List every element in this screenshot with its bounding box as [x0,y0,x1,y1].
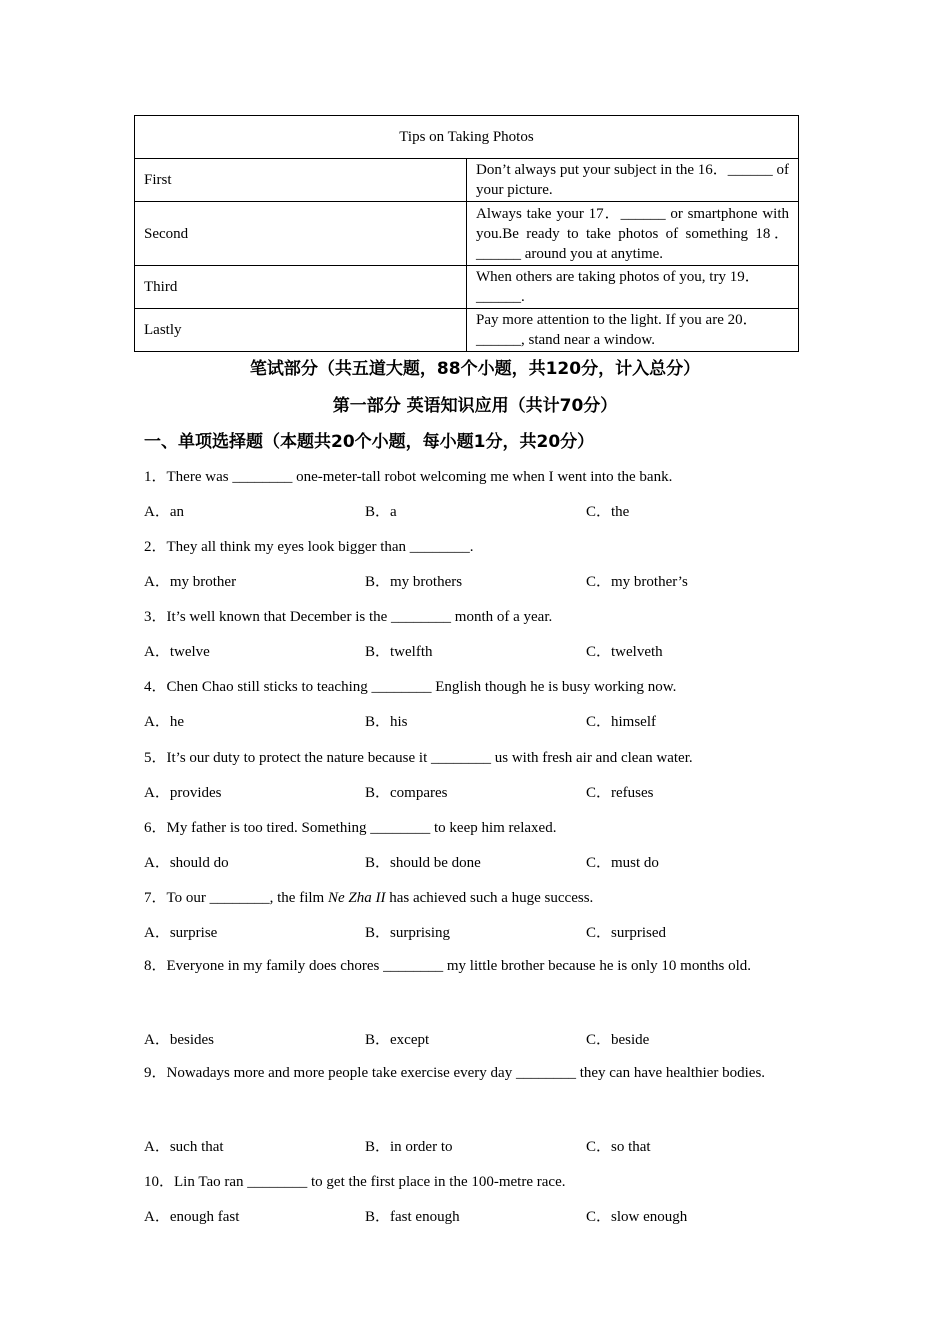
row-text: Always take your 17．______ or smartphone with you.Be ready to take photos of something 18．______ around you at anytime. [467,202,799,266]
option-b: B．except [365,1032,430,1048]
option-c: C．refuses [586,785,654,801]
question-text-after: has achieved such a huge success. [385,890,594,906]
row-label: First [135,159,467,202]
question-8 [144,947,799,985]
table-row [135,309,799,352]
question-1 [144,465,672,486]
question-3 [144,605,552,626]
option-c: C．so that [586,1139,651,1155]
row-label: Second [135,202,467,266]
table-row [135,266,799,309]
option-a: A．surprise [144,925,218,941]
film-title: Ne Zha II [327,890,386,906]
row-label: Third [135,266,467,309]
question-text: Chen Chao still sticks to teaching ________ English though he is busy working now. [166,679,677,695]
option-a: A．twelve [144,644,210,660]
option-a: A．such that [144,1139,224,1155]
question-text: It’s well known that December is the ________ month of a year. [166,609,553,625]
question-6 [144,816,556,837]
option-c: C．slow enough [586,1209,688,1225]
question-5 [144,746,693,767]
option-a: A．an [144,504,184,520]
table-row [135,159,799,202]
option-c: C．beside [586,1032,650,1048]
question-number: 10． [144,1174,175,1190]
part-one-heading: 第一部分 英语知识应用（共计70分） [332,396,618,416]
question-number: 6． [144,820,167,836]
table-row [135,202,799,266]
question-4 [144,675,676,696]
option-c: C．the [586,504,630,520]
question-text: They all think my eyes look bigger than ________. [166,539,474,555]
question-2 [144,535,474,556]
table-title-row [135,116,799,159]
question-text: Lin Tao ran ________ to get the first place in the 100-metre race. [174,1174,566,1190]
question-number: 3． [144,609,167,625]
question-text: Nowadays more and more people take exercise every day ________ they can have healthier bodies. [166,1065,766,1081]
question-9 [144,1054,799,1092]
option-a: A．should do [144,855,229,871]
question-text: Everyone in my family does chores ________ my little brother because he is only 10 months old. [166,958,751,974]
option-c: C．surprised [586,925,666,941]
question-number: 1． [144,469,167,485]
question-number: 7． [144,890,167,906]
option-c: C．must do [586,855,659,871]
question-text: There was ________ one-meter-tall robot welcoming me when I went into the bank. [166,469,673,485]
option-c: C．twelveth [586,644,663,660]
row-text: Don’t always put your subject in the 16．______ of your picture. [467,159,799,202]
option-b: B．a [365,504,397,520]
written-test-heading: 笔试部分（共五道大题，88个小题，共120分，计入总分） [249,359,701,379]
row-text: When others are taking photos of you, try 19．______. [467,266,799,309]
option-b: B．should be done [365,855,481,871]
question-text: My father is too tired. Something ________ to keep him relaxed. [166,820,557,836]
table-title: Tips on Taking Photos [135,116,799,159]
section-one-heading: 一、单项选择题（本题共20个小题，每小题1分，共20分） [144,432,595,452]
option-b: B．surprising [365,925,451,941]
option-b: B．twelfth [365,644,433,660]
option-a: A．provides [144,785,222,801]
option-a: A．he [144,714,184,730]
option-b: B．in order to [365,1139,453,1155]
row-label: Lastly [135,309,467,352]
question-number: 8． [144,958,167,974]
option-b: B．his [365,714,408,730]
option-a: A．my brother [144,574,237,590]
option-a: A．enough fast [144,1209,240,1225]
question-10 [144,1170,565,1191]
question-number: 9． [144,1065,167,1081]
question-text-before: To our ________, the film [166,890,328,906]
question-number: 2． [144,539,167,555]
option-b: B．compares [365,785,448,801]
question-text: It’s our duty to protect the nature because it ________ us with fresh air and clean water. [166,750,693,766]
question-7 [144,886,593,907]
question-number: 4． [144,679,167,695]
option-a: A．besides [144,1032,214,1048]
tips-table [134,115,799,352]
question-number: 5． [144,750,167,766]
option-c: C．himself [586,714,656,730]
option-b: B．fast enough [365,1209,460,1225]
option-c: C．my brother’s [586,574,688,590]
row-text: Pay more attention to the light. If you are 20．______, stand near a window. [467,309,799,352]
option-b: B．my brothers [365,574,463,590]
